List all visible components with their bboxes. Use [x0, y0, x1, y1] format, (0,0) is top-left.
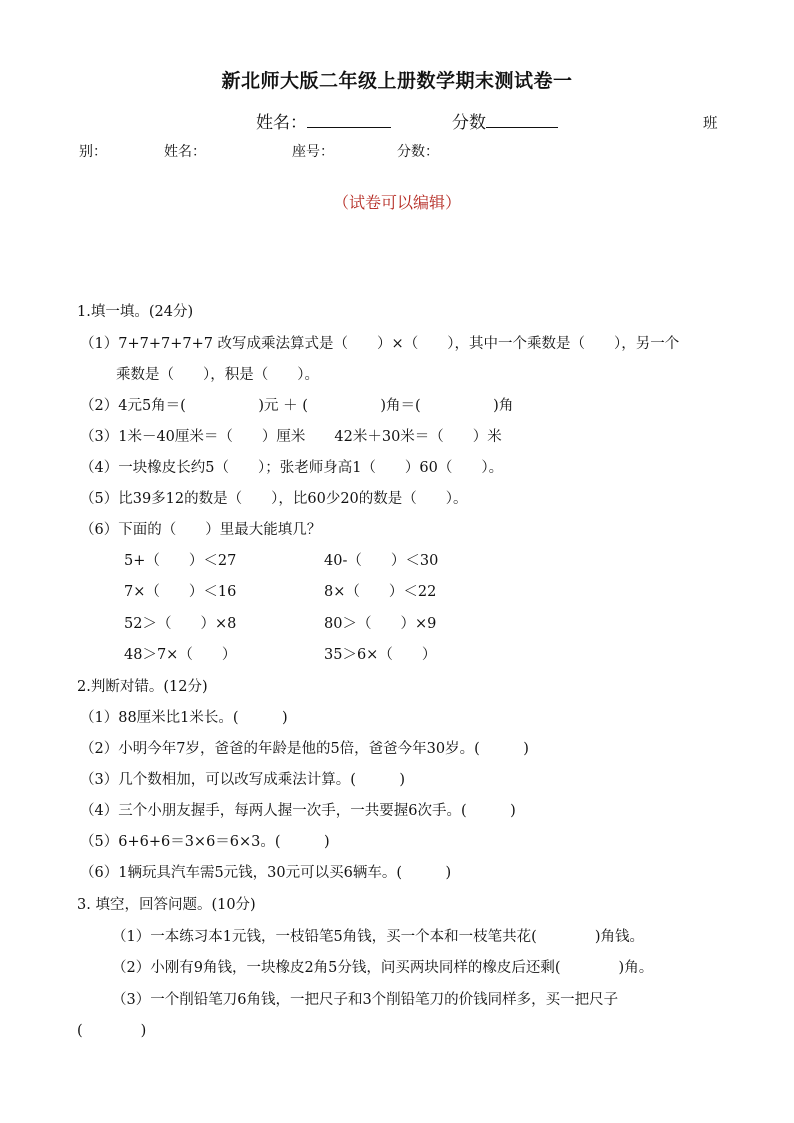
score-field: [452, 108, 558, 133]
editable-note: （试卷可以编辑）: [332, 193, 461, 212]
section1-heading: 1.填一填。(24分): [77, 304, 194, 320]
class-label-bie: 别：: [79, 144, 107, 160]
s1-q1-line1: （1）7+7+7+7+7 改写成乘法算式是（ ）×（ ），其中一个乘数是（ ），另一个: [80, 336, 680, 352]
grid-cell: 8×（ ）＜22: [324, 584, 437, 600]
s1-q1-line2: 乘数是（ ），积是（ ）。: [116, 367, 319, 383]
s1-q6: （6）下面的（ ）里最大能填几？: [80, 522, 322, 538]
grid-cell: 35＞6×（ ）: [324, 647, 437, 663]
s1-q5: （5）比39多12的数是（ ），比60少20的数是（ ）。: [80, 491, 468, 507]
page-title: 新北师大版二年级上册数学期末测试卷一: [221, 70, 573, 92]
s1-q2: （2）4元5角＝( )元 ＋ ( )角＝( )角: [80, 398, 514, 414]
s2-item: （2）小明今年7岁，爸爸的年龄是他的5倍，爸爸今年30岁。( ): [80, 741, 529, 757]
name-blank: [307, 111, 391, 128]
s2-item: （6）1辆玩具汽车需5元钱，30元可以买6辆车。( ): [80, 865, 452, 881]
grid-cell: 5+（ ）＜27: [124, 553, 237, 569]
name-label: 姓名：: [256, 113, 307, 133]
name-label-2: 姓名：: [164, 144, 206, 160]
s2-item: （1）88厘米比1米长。( ): [80, 710, 288, 726]
s2-item: （4）三个小朋友握手，每两人握一次手，一共要握6次手。( ): [80, 803, 516, 819]
s1-q3: （3）1米－40厘米＝（ ）厘米 42米＋30米＝（ ）米: [80, 429, 502, 445]
class-label-ban: 班: [703, 116, 718, 132]
grid-cell: 40-（ ）＜30: [324, 553, 439, 569]
grid-cell: 48＞7×（ ）: [124, 647, 237, 663]
section3-heading: 3. 填空，回答问题。(10分): [77, 897, 256, 913]
seat-label: 座号：: [292, 144, 334, 160]
grid-cell: 7×（ ）＜16: [124, 584, 237, 600]
score-label-2: 分数：: [397, 144, 439, 160]
s3-q3-line1: （3）一个削铅笔刀6角钱，一把尺子和3个削铅笔刀的价钱同样多，买一把尺子: [112, 992, 619, 1008]
s2-item: （5）6+6+6＝3×6＝6×3。( ): [80, 834, 330, 850]
grid-cell: 80＞（ ）×9: [324, 616, 437, 632]
score-blank: [486, 111, 558, 128]
name-field: [256, 108, 391, 133]
grid-cell: 52＞（ ）×8: [124, 616, 237, 632]
section2-heading: 2.判断对错。(12分): [77, 679, 208, 695]
score-label: 分数: [452, 113, 486, 133]
s3-q1: （1）一本练习本1元钱，一枝铅笔5角钱，买一个本和一枝笔共花( )角钱。: [112, 929, 644, 945]
s3-q3-line2: ( ): [77, 1023, 147, 1039]
s2-item: （3）几个数相加，可以改写成乘法计算。( ): [80, 772, 406, 788]
s3-q2: （2）小刚有9角钱，一块橡皮2角5分钱，问买两块同样的橡皮后还剩( )角。: [112, 960, 654, 976]
s1-q4: （4）一块橡皮长约5（ ）；张老师身高1（ ）60（ ）。: [80, 460, 504, 476]
